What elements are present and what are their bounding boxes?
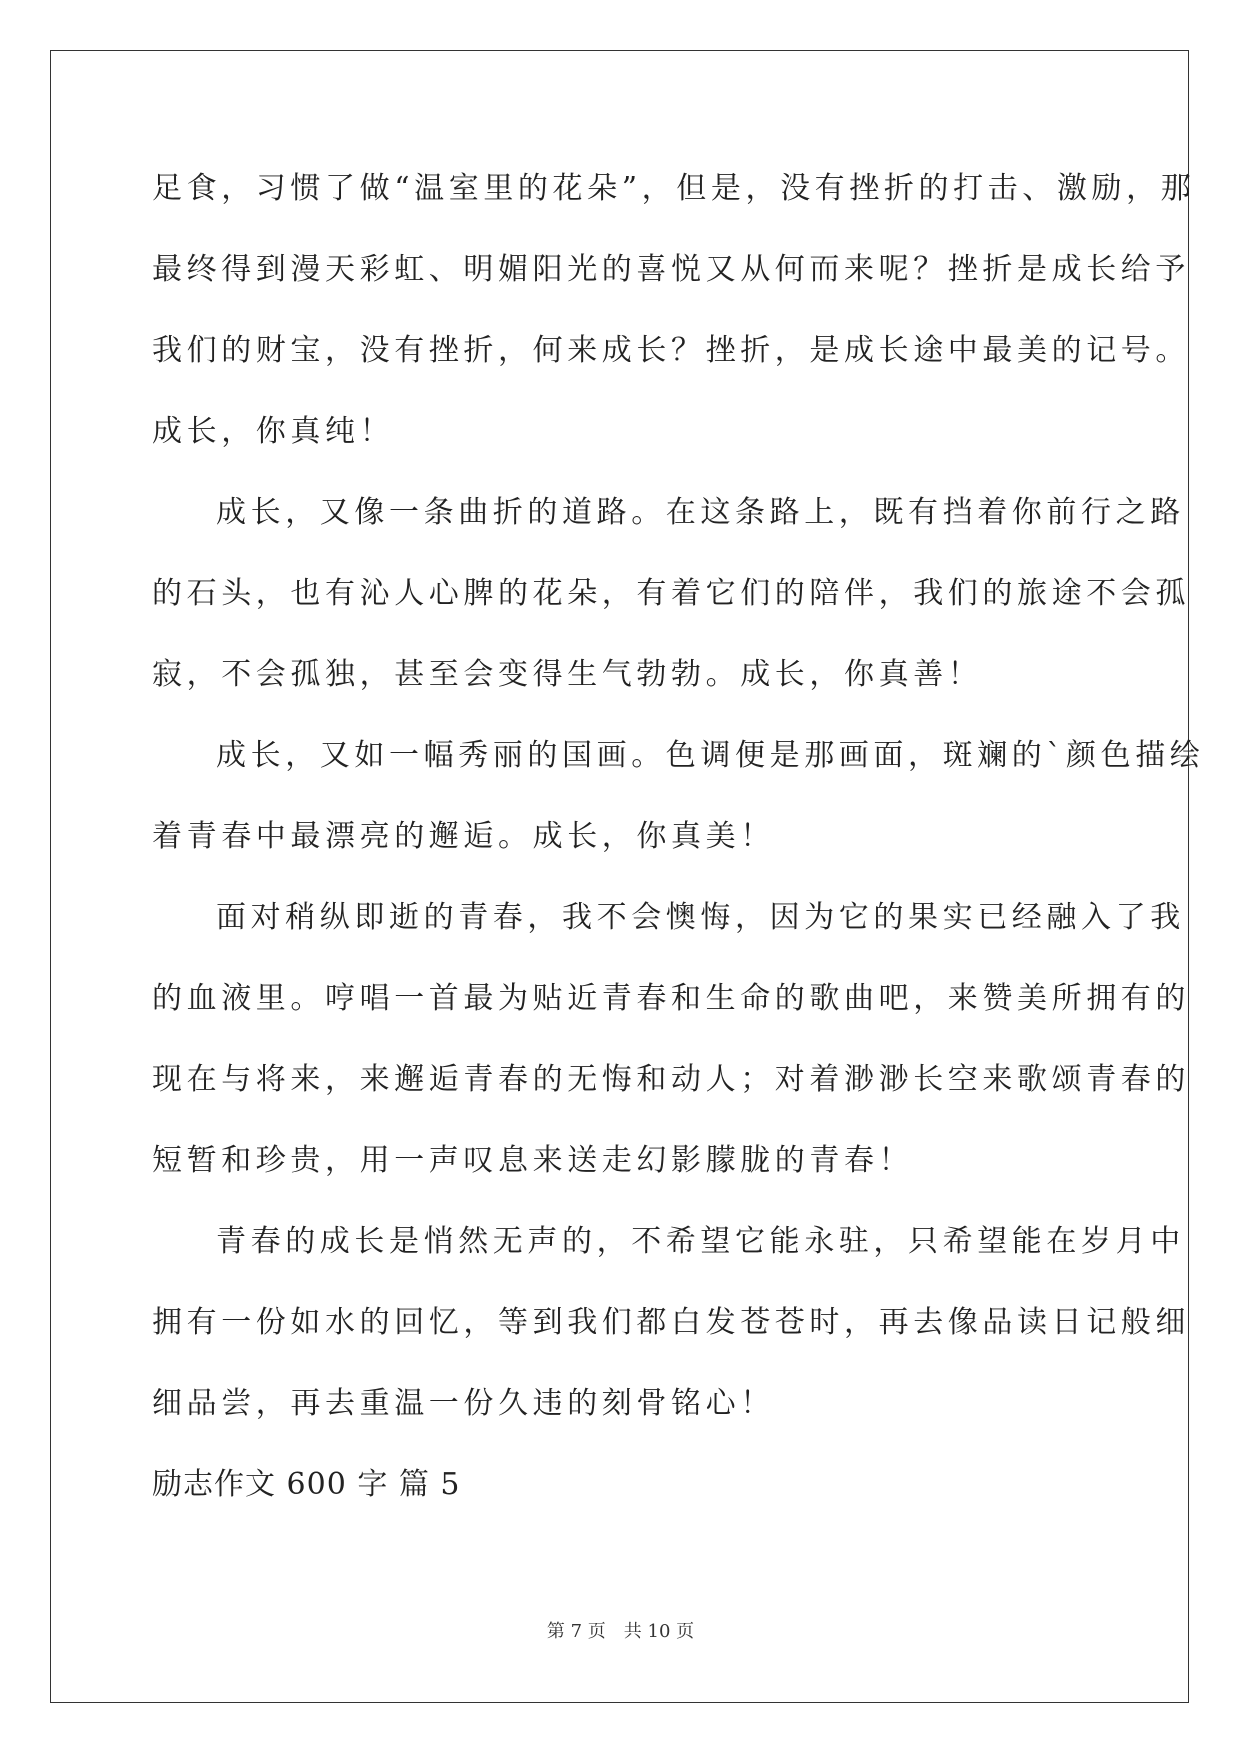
text-line: 寂，不会孤独，甚至会变得生气勃勃。成长，你真善！ [152, 657, 983, 692]
text-line: 现在与将来，来邂逅青春的无悔和动人；对着渺渺长空来歌颂青春的 [152, 1062, 1190, 1097]
text-line: 细品尝，再去重温一份久违的刻骨铭心！ [152, 1386, 775, 1421]
text-line: 成长，又如一幅秀丽的国画。色调便是那画面，斑斓的`颜色描绘 [216, 738, 1205, 773]
text-line: 面对稍纵即逝的青春，我不会懊悔，因为它的果实已经融入了我 [216, 900, 1185, 935]
paragraph [152, 877, 1190, 1201]
text-line: 拥有一份如水的回忆，等到我们都白发苍苍时，再去像品读日记般细 [152, 1305, 1190, 1340]
text-line: 的血液里。哼唱一首最为贴近青春和生命的歌曲吧，来赞美所拥有的 [152, 981, 1190, 1016]
section-heading: 励志作文 600 字 篇 5 [152, 1467, 461, 1502]
paragraph [152, 1201, 1190, 1444]
paragraph [152, 715, 1205, 877]
text-line: 着青春中最漂亮的邂逅。成长，你真美！ [152, 819, 775, 854]
page-footer [0, 1617, 1241, 1643]
text-line: 我们的财宝，没有挫折，何来成长？挫折，是成长途中最美的记号。 [152, 333, 1190, 368]
text-line: 最终得到漫天彩虹、明媚阳光的喜悦又从何而来呢？挫折是成长给予 [152, 252, 1190, 287]
page-total: 共 10 页 [623, 1621, 695, 1642]
paragraph [152, 472, 1190, 715]
text-line: 成长，又像一条曲折的道路。在这条路上，既有挡着你前行之路 [216, 495, 1185, 530]
text-line: 短暂和珍贵，用一声叹息来送走幻影朦胧的青春！ [152, 1143, 914, 1178]
paragraph [152, 148, 1196, 472]
text-line: 青春的成长是悄然无声的，不希望它能永驻，只希望能在岁月中 [216, 1224, 1185, 1259]
page-number: 第 7 页 [546, 1621, 606, 1642]
document-body [152, 148, 1205, 1525]
text-line: 成长，你真纯！ [152, 414, 395, 449]
text-line: 的石头，也有沁人心脾的花朵，有着它们的陪伴，我们的旅途不会孤 [152, 576, 1190, 611]
text-line: 足食，习惯了做“温室里的花朵”，但是，没有挫折的打击、激励，那 [152, 171, 1196, 206]
